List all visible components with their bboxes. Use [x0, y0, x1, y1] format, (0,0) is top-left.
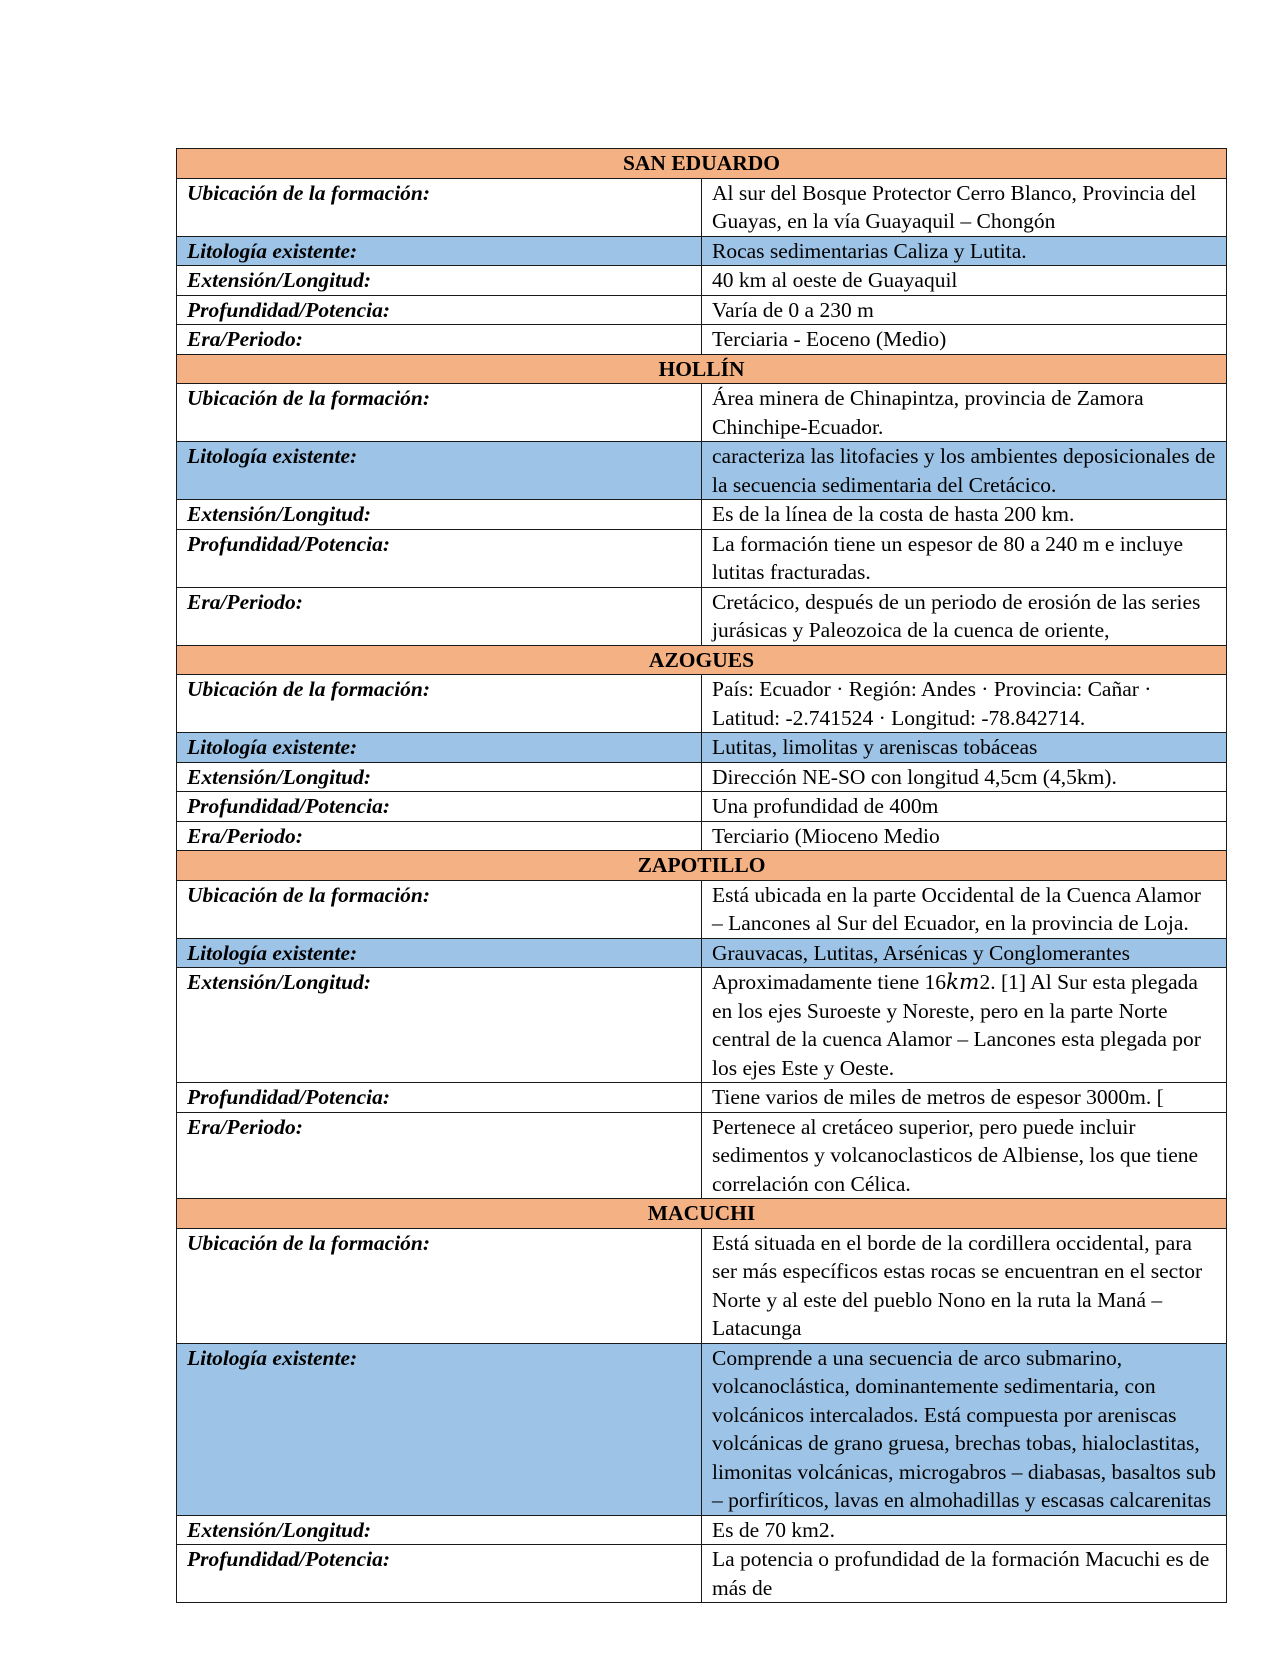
table-row: [177, 325, 1227, 355]
row-value: Cretácico, después de un periodo de erosión de las series jurásicas y Paleozoica de la cuenca de oriente,: [702, 587, 1227, 645]
table-row: [177, 178, 1227, 236]
row-label: Ubicación de la formación:: [177, 1228, 702, 1343]
row-label: Extensión/Longitud:: [177, 968, 702, 1083]
row-value: Grauvacas, Lutitas, Arsénicas y Conglomerantes: [702, 938, 1227, 968]
table-row: [177, 500, 1227, 530]
row-value: La formación tiene un espesor de 80 a 240 m e incluye lutitas fracturadas.: [702, 529, 1227, 587]
row-label: Profundidad/Potencia:: [177, 529, 702, 587]
table-row: [177, 442, 1227, 500]
table-row: [177, 1515, 1227, 1545]
row-value: Comprende a una secuencia de arco submarino, volcanoclástica, dominantemente sedimentaria, con volcánicos intercalados. Está compuesta por areniscas volcánicas de grano gruesa, brechas tobas, hialoclastitas, limonitas volcánicas, microgabros – diabasas, basaltos sub – porfiríticos, lavas en almohadillas y escasas calcarenitas: [702, 1343, 1227, 1515]
row-label: Extensión/Longitud:: [177, 1515, 702, 1545]
row-label: Era/Periodo:: [177, 821, 702, 851]
row-label: Profundidad/Potencia:: [177, 1545, 702, 1603]
row-label: Ubicación de la formación:: [177, 178, 702, 236]
table-row: [177, 529, 1227, 587]
table-row: [177, 792, 1227, 822]
row-label: Litología existente:: [177, 733, 702, 763]
row-label: Era/Periodo:: [177, 587, 702, 645]
section-title: AZOGUES: [177, 645, 1227, 675]
row-label: Extensión/Longitud:: [177, 762, 702, 792]
row-value: Dirección NE-SO con longitud 4,5cm (4,5km).: [702, 762, 1227, 792]
table-row: [177, 1228, 1227, 1343]
row-value: Pertenece al cretáceo superior, pero puede incluir sedimentos y volcanoclasticos de Albiense, los que tiene correlación con Célica.: [702, 1112, 1227, 1199]
row-value: Terciario (Mioceno Medio: [702, 821, 1227, 851]
row-label: Extensión/Longitud:: [177, 500, 702, 530]
row-value: Varía de 0 a 230 m: [702, 295, 1227, 325]
row-value: Una profundidad de 400m: [702, 792, 1227, 822]
table-row: [177, 1083, 1227, 1113]
table-row: [177, 762, 1227, 792]
row-label: Litología existente:: [177, 1343, 702, 1515]
section-title: SAN EDUARDO: [177, 149, 1227, 179]
row-label: Extensión/Longitud:: [177, 266, 702, 296]
section-header-row: [177, 354, 1227, 384]
formations-table-body: [177, 149, 1227, 1603]
table-row: [177, 1545, 1227, 1603]
table-row: [177, 384, 1227, 442]
row-label: Profundidad/Potencia:: [177, 295, 702, 325]
row-value: Es de la línea de la costa de hasta 200 km.: [702, 500, 1227, 530]
table-row: [177, 880, 1227, 938]
section-header-row: [177, 851, 1227, 881]
row-value: Rocas sedimentarias Caliza y Lutita.: [702, 236, 1227, 266]
row-value: Lutitas, limolitas y areniscas tobáceas: [702, 733, 1227, 763]
row-label: Litología existente:: [177, 236, 702, 266]
section-title: ZAPOTILLO: [177, 851, 1227, 881]
document-page: [176, 148, 1227, 1603]
table-row: [177, 968, 1227, 1083]
row-label: Era/Periodo:: [177, 1112, 702, 1199]
row-label: Profundidad/Potencia:: [177, 792, 702, 822]
table-row: [177, 236, 1227, 266]
section-title: MACUCHI: [177, 1199, 1227, 1229]
row-label: Litología existente:: [177, 442, 702, 500]
table-row: [177, 938, 1227, 968]
section-header-row: [177, 645, 1227, 675]
row-value: Aproximadamente tiene 16𝑘𝑚2. [1] Al Sur esta plegada en los ejes Suroeste y Noreste, pero en la parte Norte central de la cuenca Alamor – Lancones esta plegada por los ejes Este y Oeste.: [702, 968, 1227, 1083]
row-label: Litología existente:: [177, 938, 702, 968]
row-value: País: Ecuador · Región: Andes · Provincia: Cañar · Latitud: -2.741524 · Longitud: -78.842714.: [702, 675, 1227, 733]
table-row: [177, 1112, 1227, 1199]
row-label: Ubicación de la formación:: [177, 384, 702, 442]
row-value: La potencia o profundidad de la formación Macuchi es de más de: [702, 1545, 1227, 1603]
row-label: Era/Periodo:: [177, 325, 702, 355]
table-row: [177, 733, 1227, 763]
row-value: Área minera de Chinapintza, provincia de Zamora Chinchipe-Ecuador.: [702, 384, 1227, 442]
row-value: Está situada en el borde de la cordillera occidental, para ser más específicos estas rocas se encuentran en el sector Norte y al este del pueblo Nono en la ruta la Maná – Latacunga: [702, 1228, 1227, 1343]
section-header-row: [177, 1199, 1227, 1229]
row-value: Es de 70 km2.: [702, 1515, 1227, 1545]
row-value: caracteriza las litofacies y los ambientes deposicionales de la secuencia sedimentaria del Cretácico.: [702, 442, 1227, 500]
table-row: [177, 587, 1227, 645]
formations-table: [176, 148, 1227, 1603]
row-value: Está ubicada en la parte Occidental de la Cuenca Alamor – Lancones al Sur del Ecuador, en la provincia de Loja.: [702, 880, 1227, 938]
table-row: [177, 266, 1227, 296]
row-value: 40 km al oeste de Guayaquil: [702, 266, 1227, 296]
row-value: Tiene varios de miles de metros de espesor 3000m. [: [702, 1083, 1227, 1113]
row-label: Ubicación de la formación:: [177, 880, 702, 938]
row-value: Terciaria - Eoceno (Medio): [702, 325, 1227, 355]
table-row: [177, 1343, 1227, 1515]
row-label: Ubicación de la formación:: [177, 675, 702, 733]
table-row: [177, 821, 1227, 851]
section-header-row: [177, 149, 1227, 179]
table-row: [177, 295, 1227, 325]
section-title: HOLLÍN: [177, 354, 1227, 384]
table-row: [177, 675, 1227, 733]
row-label: Profundidad/Potencia:: [177, 1083, 702, 1113]
row-value: Al sur del Bosque Protector Cerro Blanco, Provincia del Guayas, en la vía Guayaquil – Chongón: [702, 178, 1227, 236]
